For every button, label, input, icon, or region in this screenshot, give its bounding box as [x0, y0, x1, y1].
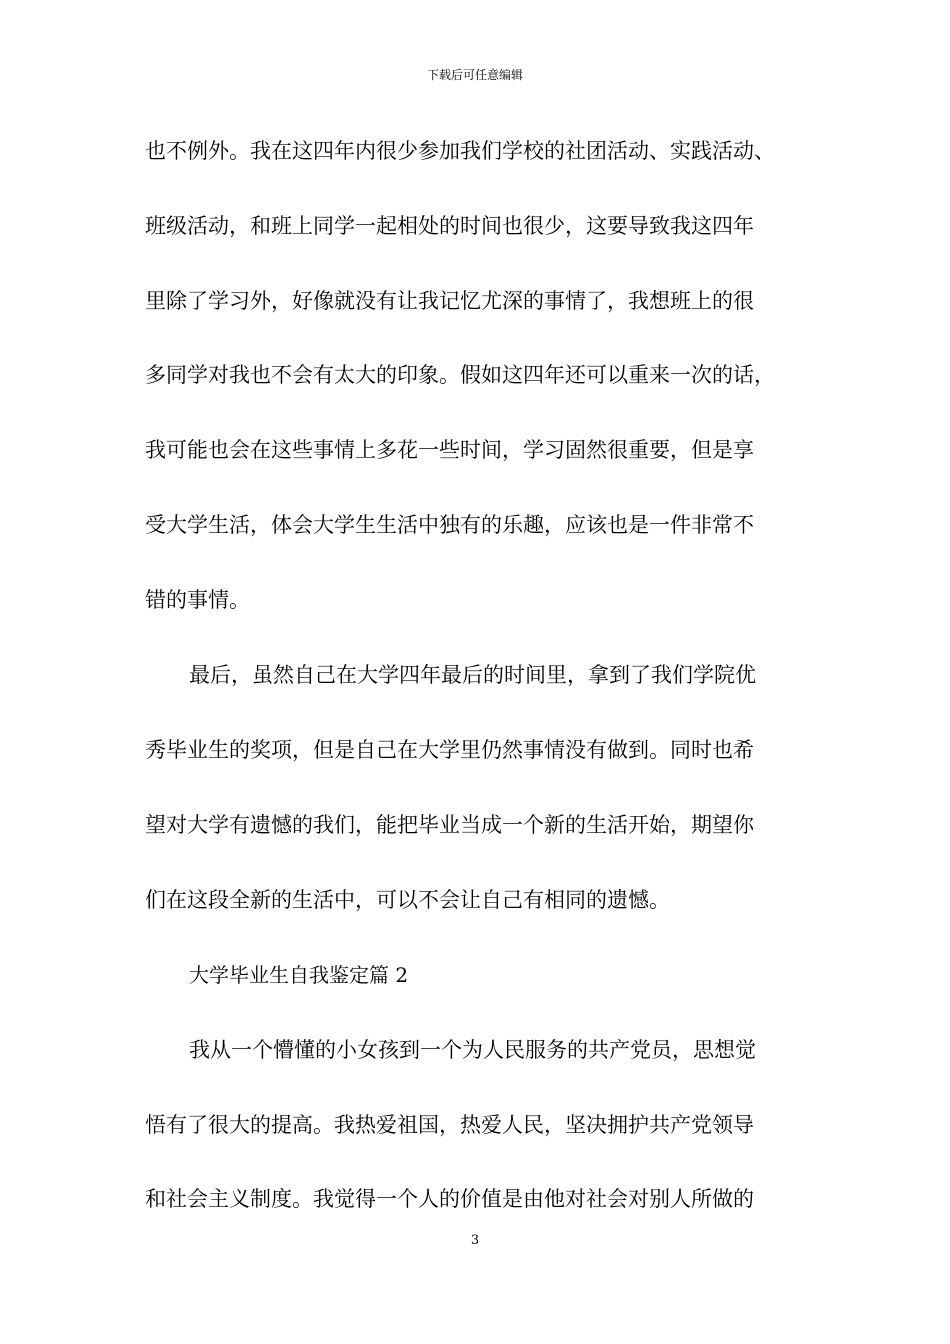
page-header: 下载后可任意编辑 — [426, 68, 523, 82]
body-line: 和社会主义制度。我觉得一个人的价值是由他对社会对别人所做的 — [145, 1187, 754, 1211]
section-heading: 大学毕业生自我鉴定篇 2 — [189, 963, 409, 987]
paragraph-first-line: 最后，虽然自己在大学四年最后的时间里，拿到了我们学院优 — [189, 663, 756, 687]
body-line: 受大学生活，体会大学生生活中独有的乐趣，应该也是一件非常不 — [145, 513, 754, 537]
body-line: 秀毕业生的奖项，但是自己在大学里仍然事情没有做到。同时也希 — [145, 738, 754, 762]
body-line: 错的事情。 — [145, 588, 250, 612]
body-line: 班级活动，和班上同学一起相处的时间也很少，这要导致我这四年 — [145, 214, 754, 238]
body-line: 我可能也会在这些事情上多花一些时间，学习固然很重要，但是享 — [145, 438, 754, 462]
body-line: 悟有了很大的提高。我热爱祖国，热爱人民，坚决拥护共产党领导 — [145, 1113, 754, 1137]
paragraph-first-line: 我从一个懵懂的小女孩到一个为人民服务的共产党员，思想觉 — [189, 1038, 756, 1062]
body-line: 望对大学有遗憾的我们，能把毕业当成一个新的生活开始，期望你 — [145, 813, 754, 837]
body-line: 也不例外。我在这四年内很少参加我们学校的社团活动、实践活动、 — [145, 139, 775, 163]
body-line: 多同学对我也不会有太大的印象。假如这四年还可以重来一次的话， — [145, 363, 775, 387]
page-number: 3 — [470, 1233, 480, 1248]
body-line: 们在这段全新的生活中，可以不会让自己有相同的遗憾。 — [145, 888, 670, 912]
body-line: 里除了学习外，好像就没有让我记忆尤深的事情了，我想班上的很 — [145, 289, 754, 313]
